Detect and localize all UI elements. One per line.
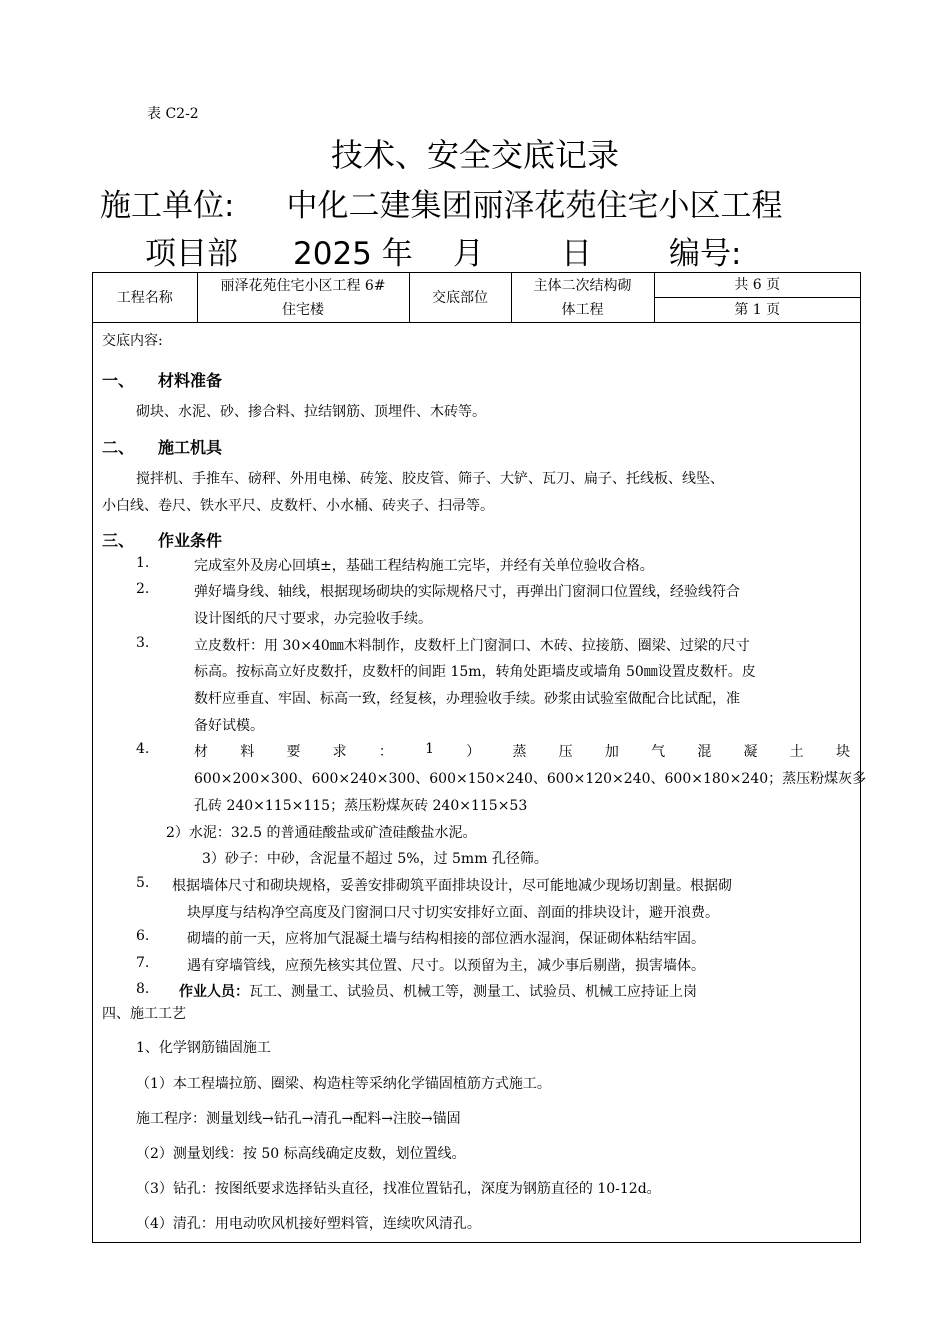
item-number: 5.	[136, 875, 150, 891]
process-subheading: 1、化学钢筋锚固施工	[136, 1040, 271, 1056]
list-item: 标高。按标高立好皮数扦，皮数杆的间距 15m，转角处距墙皮或墙角 50㎜设置皮数杆。皮	[194, 664, 756, 680]
process-step: （2）测量划线：按 50 标高线确定皮数，划位置线。	[136, 1146, 466, 1162]
list-item: 作业人员：瓦工、测量工、试验员、机械工等，测量工、试验员、机械工应持证上岗	[179, 984, 697, 1000]
form-code: 表 C2-2	[147, 106, 199, 122]
list-item: 完成室外及房心回填±，基础工程结构施工完毕，并经有关单位验收合格。	[194, 558, 654, 574]
process-step: （1）本工程墙拉筋、圈梁、构造柱等采纳化学锚固植筋方式施工。	[136, 1076, 551, 1092]
item-number: 4.	[136, 741, 150, 757]
list-item: 3）砂子：中砂，含泥量不超过 5%，过 5mm 孔径筛。	[202, 851, 548, 867]
list-item: 备好试模。	[194, 718, 264, 734]
project-name-value: 丽泽花苑住宅小区工程 6# 住宅楼	[197, 273, 409, 323]
section-body: 砌块、水泥、砂、掺合料、拉结钢筋、顶埋件、木砖等。	[136, 404, 486, 420]
list-item: 根据墙体尺寸和砌块规格，妥善安排砌筑平面排块设计，尽可能地减少现场切割量。根据砌	[172, 878, 732, 894]
content-label: 交底内容:	[102, 333, 163, 349]
staff-label: 作业人员：	[179, 984, 249, 1000]
list-item: 600×200×300、600×240×300、600×150×240、600×120×240、600×180×240；蒸压粉煤灰多	[194, 771, 867, 787]
section-heading: 三、 作业条件	[102, 531, 223, 550]
year-field: 2025 年	[293, 236, 413, 272]
item-number: 6.	[136, 928, 150, 944]
document-title: 技术、安全交底记录	[330, 136, 619, 174]
unit-name: 中化二建集团丽泽花苑住宅小区工程	[286, 188, 783, 224]
project-name-label: 工程名称	[93, 273, 197, 323]
process-heading: 四、施工工艺	[102, 1006, 186, 1022]
process-step: （4）清孔：用电动吹风机接好塑料管，连续吹风清孔。	[136, 1216, 481, 1232]
list-item: 弹好墙身线、轴线，根据现场砌块的实际规格尺寸，再弹出门窗洞口位置线，经验线符合	[194, 584, 740, 600]
list-item: 立皮数杆：用 30×40㎜木料制作，皮数杆上门窗洞口、木砖、拉接筋、圈梁、过梁的尺寸	[194, 638, 750, 654]
section-heading: 二、 施工机具	[102, 438, 223, 457]
unit-label: 施工单位:	[100, 188, 235, 224]
date-line	[145, 228, 741, 273]
day-field: 日	[561, 236, 592, 272]
construction-unit-line	[100, 180, 782, 225]
item-number: 7.	[136, 955, 150, 971]
list-item: 孔砖 240×115×115；蒸压粉煤灰砖 240×115×53	[194, 798, 528, 814]
process-sequence: 施工程序：测量划线→钻孔→清孔→配料→注胶→锚固	[136, 1111, 461, 1127]
list-item: 数杆应垂直、牢固、标高一致，经复核，办理验收手续。砂浆由试验室做配合比试配，准	[194, 691, 740, 707]
list-item: 块厚度与结构净空高度及门窗洞口尺寸切实安排好立面、剖面的排块设计，避开浪费。	[187, 905, 719, 921]
section-heading: 一、 材料准备	[102, 371, 223, 390]
section-body: 搅拌机、手推车、磅秤、外用电梯、砖笼、胶皮管、筛子、大铲、瓦刀、扁子、托线板、线坠、	[136, 471, 724, 487]
item-number: 8.	[136, 981, 150, 997]
section-body: 小白线、卷尺、铁水平尺、皮数杆、小水桶、砖夹子、扫帚等。	[102, 498, 494, 514]
total-pages: 共 6 页	[654, 273, 860, 298]
dept-label: 项目部	[145, 236, 238, 272]
part-label: 交底部位	[409, 273, 511, 323]
list-item: 材 料 要 求 ： 1 ） 蒸 压 加 气 混 凝 土 块	[194, 741, 850, 760]
list-item: 2）水泥：32.5 的普通硅酸盐或矿渣硅酸盐水泥。	[166, 825, 477, 841]
process-step: （3）钻孔：按图纸要求选择钻头直径，找准位置钻孔，深度为钢筋直径的 10-12d。	[136, 1181, 661, 1197]
header-table	[93, 273, 860, 323]
serial-label: 编号:	[669, 236, 742, 272]
list-item: 设计图纸的尺寸要求，办完验收手续。	[194, 611, 432, 627]
item-number: 3.	[136, 635, 150, 651]
page-number: 第 1 页	[654, 298, 860, 323]
list-item: 遇有穿墙管线，应预先核实其位置、尺寸。以预留为主，减少事后剔凿，损害墙体。	[187, 958, 705, 974]
record-frame	[92, 272, 867, 1243]
part-value: 主体二次结构砌 体工程	[511, 273, 654, 323]
item-number: 1.	[136, 555, 150, 571]
item-number: 2.	[136, 581, 150, 597]
list-item: 砌墙的前一天，应将加气混凝土墙与结构相接的部位洒水湿润，保证砌体粘结牢固。	[187, 931, 705, 947]
month-field: 月	[453, 236, 484, 272]
